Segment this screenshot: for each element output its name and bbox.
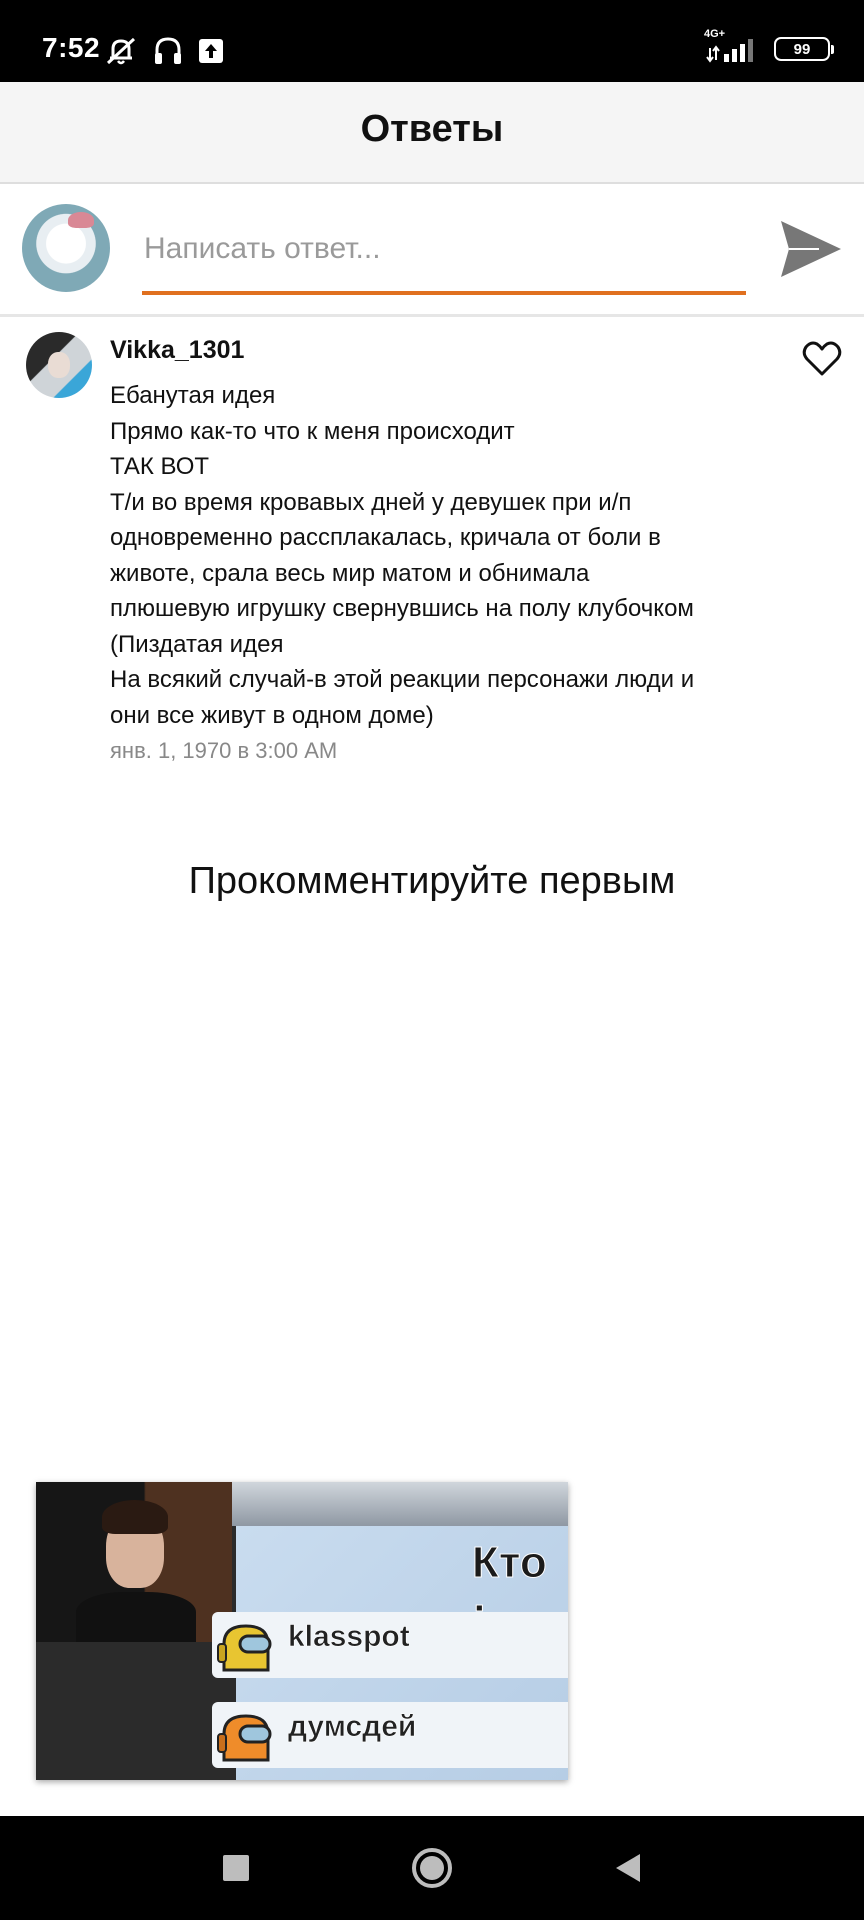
input-underline <box>142 291 746 295</box>
game-top-bar <box>232 1482 568 1526</box>
status-icons-right <box>704 28 830 64</box>
comment-author-avatar[interactable] <box>26 332 92 398</box>
comment-line: они все живут в одном доме) <box>110 701 434 729</box>
comment-line: плюшевую игрушку свернувшись на полу клубочком <box>110 595 694 622</box>
user-avatar[interactable] <box>22 204 110 292</box>
person-body <box>76 1592 196 1642</box>
comment-timestamp: янв. 1, 1970 в 3:00 AM <box>110 738 338 763</box>
network-type: 4G+ <box>704 28 726 40</box>
comment <box>0 318 864 778</box>
page-title: Ответы <box>360 108 504 150</box>
home-button[interactable] <box>408 1844 456 1892</box>
reply-input[interactable] <box>142 224 746 274</box>
comment-author[interactable]: Vikka_1301 <box>110 336 245 364</box>
comment-line: Ебанутая идея <box>110 382 276 409</box>
circle-home-icon <box>410 1846 454 1890</box>
battery-level: 99 <box>793 40 811 58</box>
signal-icon <box>704 28 760 64</box>
upload-icon <box>198 38 224 69</box>
battery-icon <box>774 37 830 61</box>
comment-line: одновременно рассплакалась, кричала от боли в <box>110 524 661 551</box>
empty-state-message: Прокомментируйте первым <box>188 860 676 902</box>
comment-line: На всякий случай-в этой реакции персонажи люди и <box>110 666 695 693</box>
reply-compose <box>0 184 864 317</box>
avatar-art <box>68 212 94 228</box>
game-title: Кто <box>472 1538 547 1587</box>
comment-line: (Пиздатая идея <box>110 630 284 658</box>
player-name: klasspot <box>288 1620 410 1653</box>
comment-line: Т/и во время кровавых дней у девушек при и/п <box>110 488 632 516</box>
heart-outline-icon <box>802 340 842 378</box>
player-name: думсдей <box>288 1710 417 1743</box>
status-icons-left <box>104 36 224 71</box>
recents-button[interactable] <box>212 1844 260 1892</box>
headset-icon <box>152 36 184 71</box>
person-hair <box>102 1500 168 1534</box>
triangle-back-icon <box>612 1851 644 1885</box>
comment-line: ТАК ВОТ <box>110 453 210 480</box>
status-bar <box>0 0 864 82</box>
back-button[interactable] <box>604 1844 652 1892</box>
send-icon <box>779 219 843 279</box>
like-button[interactable] <box>802 340 842 378</box>
status-time: 7:52 <box>42 32 101 63</box>
comment-line: Прямо как-то что к меня происходит <box>110 417 515 445</box>
crewmate-icon <box>216 1622 278 1674</box>
avatar-art <box>48 352 70 378</box>
floating-video-overlay[interactable] <box>36 1482 568 1780</box>
mute-notifications-icon <box>104 36 138 71</box>
webcam-feed <box>36 1482 232 1642</box>
square-recents-icon <box>221 1853 251 1883</box>
crewmate-icon <box>216 1712 278 1764</box>
send-button[interactable] <box>778 216 844 282</box>
navigation-bar <box>0 1816 864 1920</box>
comment-text <box>110 378 750 733</box>
player-row <box>212 1702 568 1768</box>
player-row <box>212 1612 568 1678</box>
comment-line: животе, срала весь мир матом и обнимала <box>110 559 590 587</box>
header <box>0 82 864 184</box>
